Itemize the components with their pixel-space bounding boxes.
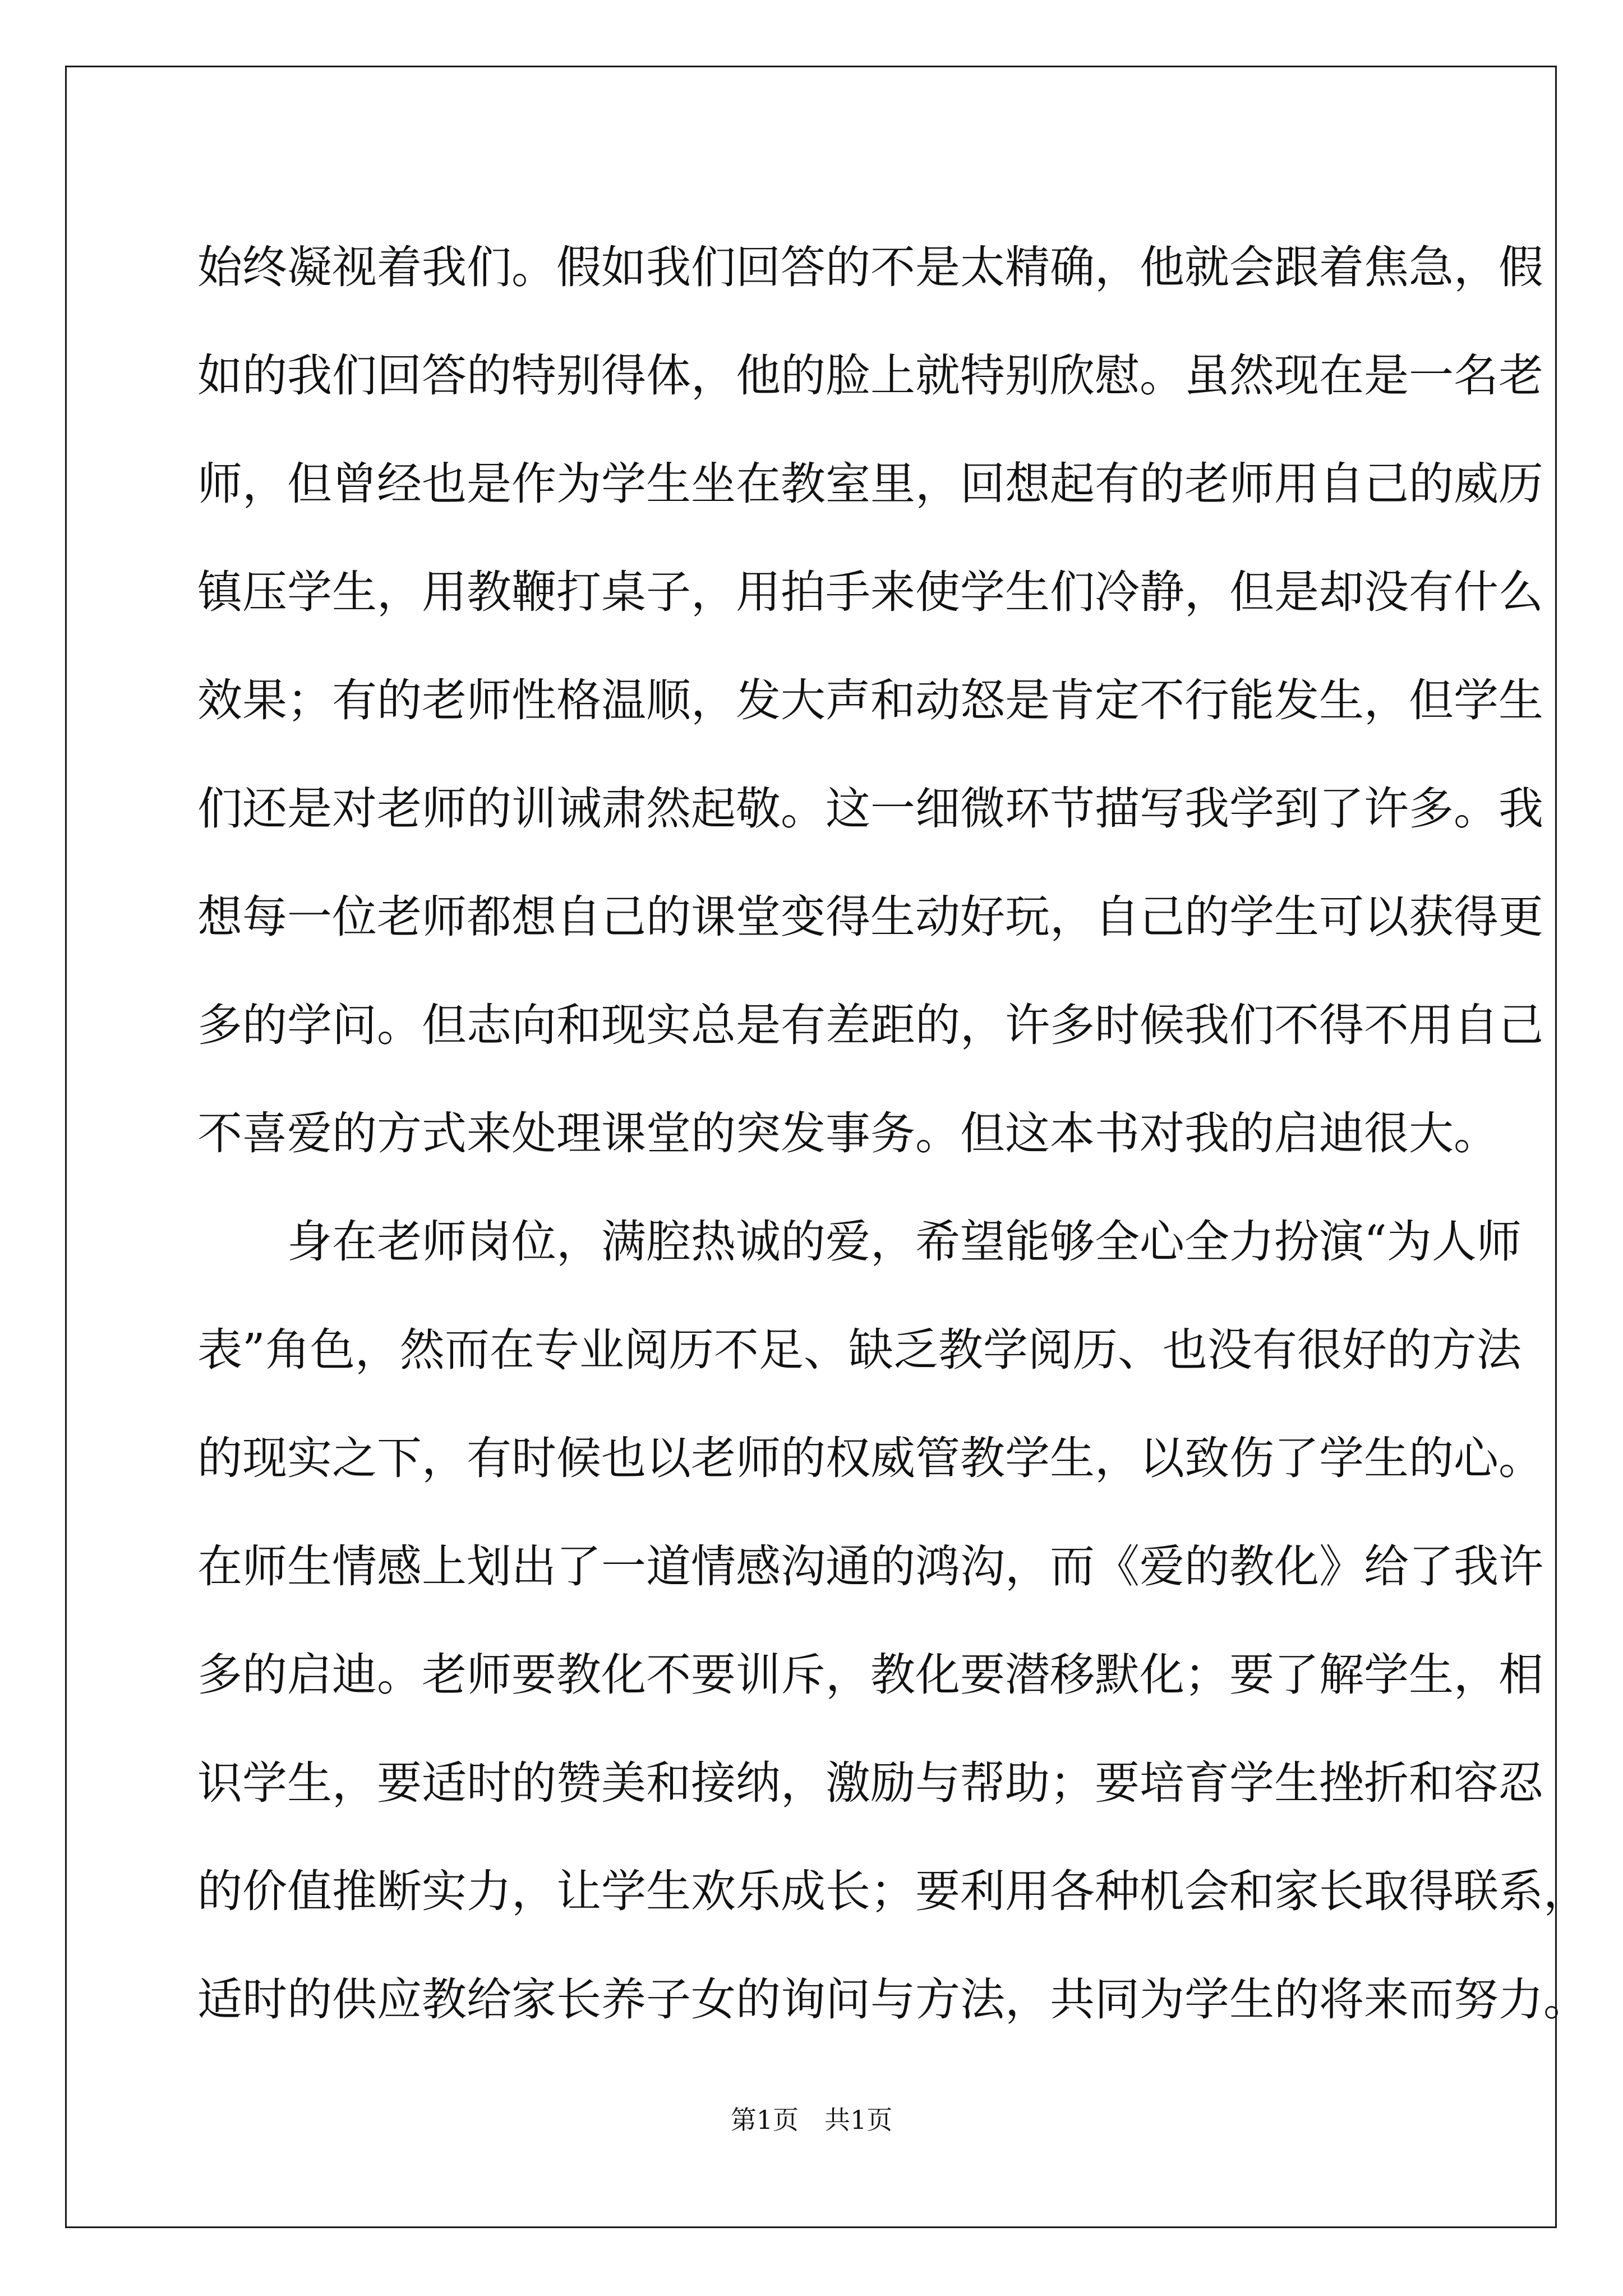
text-line: 多的启迪。老师要教化不要训斥，教化要潜移默化；要了解学生，相	[197, 1649, 1543, 1701]
text-line: 镇压学生，用教鞭打桌子，用拍手来使学生们冷静，但是却没有什么	[197, 566, 1543, 618]
text-line: 的价值推断实力，让学生欢乐成长；要利用各种机会和家长取得联系，	[197, 1865, 1588, 1917]
page-total: 共1页	[824, 2105, 893, 2135]
text-line: 始终凝视着我们。假如我们回答的不是太精确，他就会跟着焦急，假	[197, 241, 1543, 293]
text-line: 身在老师岗位，满腔热诚的爱，希望能够全心全力扮演“为人师	[287, 1216, 1521, 1268]
text-line: 不喜爱的方式来处理课堂的突发事务。但这本书对我的启迪很大。	[197, 1107, 1498, 1159]
text-line: 在师生情感上划出了一道情感沟通的鸿沟，而《爱的教化》给了我许	[197, 1540, 1543, 1593]
text-line: 想每一位老师都想自己的课堂变得生动好玩，自己的学生可以获得更	[197, 891, 1543, 943]
text-line: 识学生，要适时的赞美和接纳，激励与帮助；要培育学生挫折和容忍	[197, 1757, 1543, 1809]
text-line: 师，但曾经也是作为学生坐在教室里，回想起有的老师用自己的威历	[197, 458, 1543, 510]
page-footer	[0, 2100, 1623, 2137]
paragraph-2	[197, 1188, 1588, 2054]
text-line: 多的学问。但志向和现实总是有差距的，许多时候我们不得不用自己	[197, 999, 1543, 1051]
text-line: 们还是对老师的训诫肃然起敬。这一细微环节描写我学到了许多。我	[197, 783, 1543, 835]
text-line: 适时的供应教给家长养子女的询问与方法，共同为学生的将来而努力。	[197, 1973, 1588, 2026]
text-line: 如的我们回答的特别得体，他的脸上就特别欣慰。虽然现在是一名老	[197, 349, 1543, 402]
paragraph-1	[197, 213, 1543, 1188]
text-line: 效果；有的老师性格温顺，发大声和动怒是肯定不行能发生，但学生	[197, 674, 1543, 726]
text-line: 表”角色，然而在专业阅历不足、缺乏教学阅历、也没有很好的方法	[197, 1324, 1521, 1376]
document-body	[197, 213, 1588, 2054]
text-line: 的现实之下，有时候也以老师的权威管教学生，以致伤了学生的心。	[197, 1432, 1543, 1484]
page-number: 第1页	[730, 2105, 799, 2135]
